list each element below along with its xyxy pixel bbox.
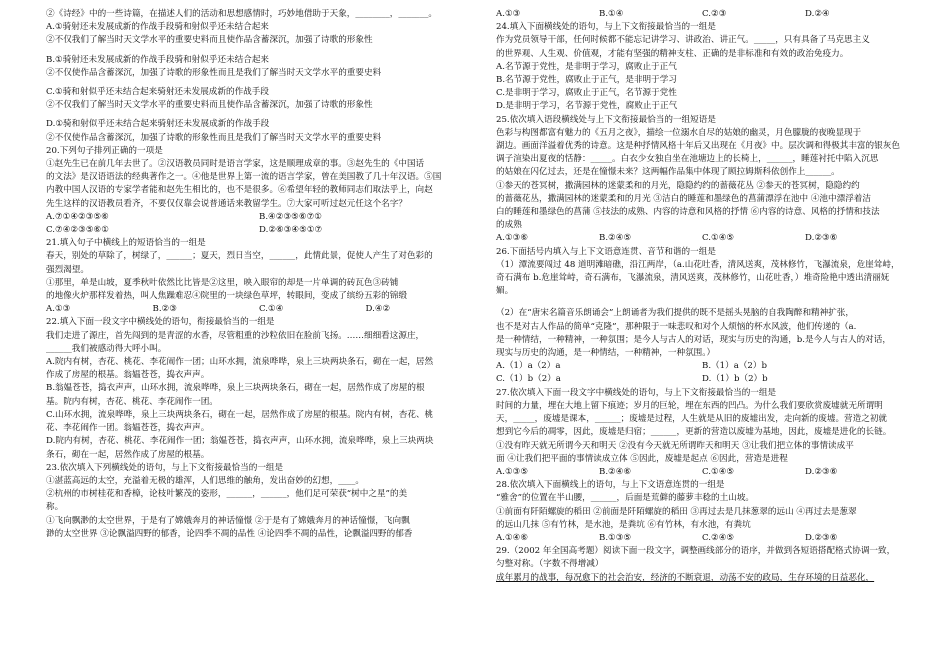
text-line: 是一种情结，一种精神，一种氛围；是今人与古人的对话，现实与历史的沟通，b.是今人与古人的对话， bbox=[496, 334, 891, 345]
text-line: 强烈渴望。 bbox=[46, 264, 89, 275]
answer-options bbox=[496, 232, 908, 245]
text-line: ①没有昨天就无所谓今天和明天 ②没有今天就无所谓昨天和明天 ③让我们把立体的事情读成平 bbox=[496, 440, 854, 451]
text-line: 29.（2002 年全国高考题）阅读下面一段文字，调整画线部分的语序，并做到各短语搭配格式协调一致， bbox=[496, 546, 896, 557]
text-line: 称。 bbox=[46, 502, 64, 513]
text-line: 作为党员领导干部，任何时候都不能忘记讲学习、讲政治、讲正气。_____，只有具备了马克思主义 bbox=[496, 35, 870, 46]
text-line: A.院内有树，杏花、桃花、李花闹作一团；山环水拥，流泉哗哗，泉上三块两块条石，砌在一起，居然 bbox=[46, 357, 434, 368]
answer-options bbox=[496, 8, 908, 21]
answer-option: B.②④⑥ bbox=[599, 466, 632, 477]
answer-options bbox=[496, 373, 908, 386]
answer-option: B.①③⑤ bbox=[599, 532, 632, 543]
text-line: ①飞向飘渺的太空世界，于是有了嫦娥奔月的神话憧憬 ②于是有了嫦娥奔月的神话憧憬，飞向飘 bbox=[46, 515, 410, 526]
text-line: 作成了房屋的根基。翁媪苍苍，捣衣声声。 bbox=[46, 370, 210, 381]
answer-option: B.②③ bbox=[152, 304, 177, 315]
text-line: 22.填入下面一段文字中横线处的语句，衔接最恰当的一组是 bbox=[46, 317, 275, 328]
answer-option: D.④② bbox=[365, 304, 391, 315]
text-line: 白的睡莲和墨绿色的菖蒲 ⑤技法的成熟、内容的诗意和风格的抒情 ⑥内容的诗意、风格的抒情和技法 bbox=[496, 207, 880, 218]
text-line: 的世界观、人生观、价值观，才能有坚强的精神支柱、正确的是非标准和有效的政治免疫力。 bbox=[496, 48, 849, 59]
left-column bbox=[46, 8, 472, 541]
answer-option: C.①④⑤ bbox=[702, 466, 735, 477]
answer-option: A.①③⑤ bbox=[496, 466, 529, 477]
text-line: ______我们被感动得大呼小叫。 bbox=[46, 343, 167, 354]
text-line: ②杭州的市树桂花和香樟，论枝叶繁茂的姿形，______，______，他们足可荣获“树中之星”的美 bbox=[46, 489, 408, 500]
text-line: 面 ④让我们把平面的事情读成立体 ⑤因此，废墟是起点 ⑥因此，营造是进程 bbox=[496, 453, 788, 464]
text-line: C.山环水拥，流泉哗哗，泉上三块两块条石，砌在一起，居然作成了房屋的根基。院内有树，杏花、桃 bbox=[46, 409, 434, 420]
answer-option: C.①④⑤ bbox=[702, 233, 735, 244]
right-column bbox=[496, 8, 908, 585]
text-line: 的文法》是汉语语法的经典著作之一。④他是世界上第一流的语言学家，曾在美国教了几十年汉语。⑤国 bbox=[46, 172, 442, 183]
text-line: 色彩与构图都富有魅力的《五月之夜》，描绘一位溺水自尽的姑娘的幽灵，月色朦胧的夜晚显现于 bbox=[496, 127, 862, 138]
answer-option: B.②④⑤ bbox=[599, 233, 632, 244]
text-line: ②不仅使作品含蓄深沉，加强了诗歌的形象性而且是我们了解当时天文学水平的重要史料 bbox=[46, 132, 382, 143]
text-line: D.是非明于学习，名节源于党性，腐败止于正气 bbox=[496, 101, 678, 112]
text-line: 成年累月的战事，每况愈下的社会治安，经济的不断衰退，动荡不安的政局，生存环境的日益恶化， bbox=[496, 572, 875, 583]
text-line: 的蔷薇花丛，撒满园林的迷蒙柔和的月光 ③洁白的睡莲和墨绿色的菖蒲漂浮在池中 ④池中漂浮着洁 bbox=[496, 193, 871, 204]
text-line: 23.依次填入下列横线处的语句，与上下文衔接最恰当的一组是 bbox=[46, 462, 284, 473]
answer-option: B.①④ bbox=[599, 9, 624, 19]
answer-options bbox=[496, 360, 908, 373]
text-line: ②不仅我们了解当时天文学水平的重要史料而且使作品含蓄深沉，加强了诗歌的形象性 bbox=[46, 100, 373, 111]
text-line: 的成熟 bbox=[496, 220, 522, 231]
text-line: 想到它今后的凋零，因此，废墟是归宿；______，更新的营造以废墟为基地，因此，废墟是进化的长链。 bbox=[496, 427, 892, 438]
answer-option: D.②③⑥ bbox=[805, 466, 838, 477]
answer-option: D.②③⑥ bbox=[805, 532, 838, 543]
text-line: 匀整对称。（字数不得增减） bbox=[496, 559, 604, 570]
text-line: ①赵先生已在前几年去世了。②汉语教员同时是语言学家，这是顺理成章的事。③赵先生的《中国话 bbox=[46, 159, 425, 170]
answer-option: D.②③⑥ bbox=[805, 233, 838, 244]
answer-option: A.（1）a（2）a bbox=[496, 361, 561, 372]
text-line: B.翁媪苍苍，捣衣声声，山环水拥，流泉哗哗，泉上三块两块条石，砌在一起，居然作成了房屋的根 bbox=[46, 383, 425, 394]
text-line: 基。院内有树，杏花、桃花、李花闹作一团。 bbox=[46, 396, 218, 407]
text-line: D.院内有树，杏花、桃花、李花闹作一团；翁媪苍苍，捣衣声声，山环水拥，流泉哗哗，泉上三块两块 bbox=[46, 436, 434, 447]
text-line: 渺的太空世界 ③论飘溢四野的郁香，论四季不凋的品性 ④论四季不凋的品性，论飘溢四野的郁香 bbox=[46, 528, 413, 539]
spacer bbox=[496, 298, 908, 307]
text-line: ①那里，单是山坡，夏季秋叶依然比比皆是②这里，映入眼帘的却是一片单调的砖瓦色③砖铺 bbox=[46, 277, 399, 288]
text-line: B.①骑射还未发展成新的作战手段骑和射似乎还未结合起来 bbox=[46, 54, 270, 65]
text-line: C.①骑和射似乎还未结合起来骑射还未发展成新的作战手段 bbox=[46, 87, 269, 98]
text-line: 奇石满布 b.危崖耸峙，奇石满布，飞瀑流泉，清风送爽，茂林修竹，山花吐香，）堆奇险艳中透出清丽妩 bbox=[496, 273, 890, 284]
text-line: （1）潭流要闯过 48 道明滩暗礁，沿江两岸，（a.山花吐香，清风送爽，茂林修竹，飞瀑流泉，危崖耸峙， bbox=[496, 259, 900, 270]
answer-options bbox=[46, 303, 472, 316]
text-line: A.①骑射还未发展成新的作战手段骑和射似乎还未结合起来 bbox=[46, 22, 269, 33]
text-line: 的姑娘在闪亿过去，还是在憧憬未来？这两幅作品集中体现了顾拉姆斯科依创作上______。 bbox=[496, 167, 840, 178]
text-line: 花、李花闹作一团。翁媪苍苍，捣衣声声。 bbox=[46, 423, 210, 434]
text-line: 的远山几抹 ⑤有竹林，是水池，是粪坑 ⑥有竹林，有水池，有粪坑 bbox=[496, 519, 751, 530]
text-line: ②不仅我们了解当时天文学水平的重要史料而且使作品含蓄深沉，加强了诗歌的形象性 bbox=[46, 35, 373, 46]
text-line: 24.填入下面横线处的语句，与上下文衔接最恰当的一组是 bbox=[496, 22, 716, 33]
text-line: ①湛蓝高远的太空，充溢着无极的雄浑，人们思维的触角，发出奋妙的幻想，____。 bbox=[46, 475, 364, 486]
text-line: （2）在“唐宋名篇音乐朗诵会”上朗诵者为我们提供的既不是摇头晃脑的自我陶醉和精神扩张， bbox=[496, 308, 855, 319]
text-line: A.名节源于党性，是非明于学习，腐败止于正气 bbox=[496, 61, 677, 72]
text-line: C.是非明于学习，腐败止于正气，名节源于党性 bbox=[496, 88, 677, 99]
text-line: 28.依次填入下面横线上的语句，与上下文语意连贯的一组是 bbox=[496, 480, 725, 491]
text-line: 湖边。画面洋溢着优秀的诗意。这是种抒情风格十年后又出现在《月夜》中。层次调和得极其丰富的银灰色 bbox=[496, 141, 900, 152]
answer-option: A.⑦①④②③⑤⑥ bbox=[46, 211, 109, 222]
text-line: 先生这样的汉语教员看齐，不要仅仅靠会说普通话来教留学生。⑦大家可听过赵元任这个名字？ bbox=[46, 198, 407, 209]
text-line: 的地像火炉那样发着热，叫人焦躁难忍④院里的一块绿色草坪，转眼间，变成了缤纷五彩的锦缎 bbox=[46, 291, 407, 302]
text-line: 媚。 bbox=[496, 286, 514, 297]
text-line: 26.下面括号内填入与上下文语意连贯、音节和谐的一组是 bbox=[496, 246, 716, 257]
answer-options bbox=[496, 532, 908, 545]
answer-options bbox=[46, 211, 472, 224]
text-line: 27.依次填入下面一段文字中横线处的语句，与上下文衔接最恰当的一组是 bbox=[496, 387, 777, 398]
text-line: 21.填入句子中横线上的短语恰当的一组是 bbox=[46, 238, 206, 249]
text-line: 条石，砌在一起，居然作成了房屋的根基。 bbox=[46, 449, 210, 460]
answer-option: B.④②③⑤⑥⑦① bbox=[259, 211, 322, 222]
answer-options bbox=[46, 224, 472, 237]
text-line: B.名节源于党性，腐败止于正气，是非明于学习 bbox=[496, 75, 677, 86]
text-line: 春天，别处的草除了，树绿了，______；夏天，烈日当空，______，此情此景，促使人产生了对色彩的 bbox=[46, 251, 433, 262]
text-line: ①前面有阡陌螺旋的稻田 ②前面是阡陌螺旋的稻田 ③再过去是几抹葱翠的远山 ④再过去是葱翠 bbox=[496, 506, 857, 517]
answer-option: C.②④⑤ bbox=[702, 532, 735, 543]
text-line: ②《诗经》中的一些诗篇，在描述人们的活动和思想感情时，巧妙地借助于天象，________，_______。 bbox=[46, 9, 438, 19]
text-line: 20.下列句子排列正确的一项是 bbox=[46, 145, 163, 156]
text-line: 25.依次填入语段横线处与上下文衔接最恰当的一组短语是 bbox=[496, 114, 716, 125]
text-line: 天，_____，废墟是课本，______；废墟是过程，人生就是从旧的废墟出发，走向新的废墟。营造之初就 bbox=[496, 414, 888, 425]
answer-option: D.②④ bbox=[805, 9, 830, 19]
text-line: 我们走进了源庄，首先闯到的是青涩的水香，尽管粗重的沙粒依旧在脸前飞扬。……细细看这源庄， bbox=[46, 330, 425, 341]
answer-option: B.（1）a（2）b bbox=[702, 361, 767, 372]
answer-option: A.①④⑥ bbox=[496, 532, 529, 543]
text-line: 内教中国人汉语的专家学者能和赵先生相比的，也不是很多。⑥希望年轻的教师同志们取法乎上，向赵 bbox=[46, 185, 433, 196]
text-line: D.①骑和射似乎还未结合起来骑射还未发展成新的作战手段 bbox=[46, 119, 270, 130]
answer-option: C.⑦④②③⑤⑥① bbox=[46, 225, 109, 236]
answer-option: A.①③ bbox=[496, 9, 521, 19]
answer-option: D.（1）b（2）b bbox=[702, 374, 768, 385]
answer-option: D.②⑥③④⑤①⑦ bbox=[259, 225, 323, 236]
text-line: 也不是对古人作品的简单“克隆”，那种限于一味悲叹和对个人烦恼的杯水风波，他们传递的（a. bbox=[496, 321, 857, 332]
answer-option: C.（1）b（2）a bbox=[496, 374, 561, 385]
text-line: 现实与历史的沟通，是一种情结，一种精神，一种氛围。） bbox=[496, 348, 716, 359]
text-line: 调子渲染出夏夜的恬静：_____。白衣少女独自坐在池塘边上的长椅上，______，睡莲衬托中陷入沉思 bbox=[496, 154, 879, 165]
answer-option: C.①④ bbox=[259, 304, 284, 315]
text-line: ②不仅使作品含蓄深沉，加强了诗歌的形象性而且是我们了解当时天文学水平的重要史料 bbox=[46, 67, 382, 78]
answer-option: A.①③ bbox=[46, 304, 71, 315]
text-line: ①参天的苍冥树，撒满园林的迷蒙柔和的月光，隐隐约约的蔷薇花丛 ②参天的苍冥树，隐隐约约 bbox=[496, 180, 860, 191]
answer-option: C.②③ bbox=[702, 9, 727, 19]
answer-options bbox=[496, 466, 908, 479]
text-line: “雅舍”的位置在半山腰，______，后面是荒僻的藤萝丰稔的土山坡。 bbox=[496, 493, 755, 504]
text-line: 时间的力量，埋在大地上留下痕迹；岁月的巨轮，埋在东西的凹凸。为什么我们要欣赏废墟就无所谓明 bbox=[496, 400, 883, 411]
answer-option: A.①③⑥ bbox=[496, 233, 529, 244]
